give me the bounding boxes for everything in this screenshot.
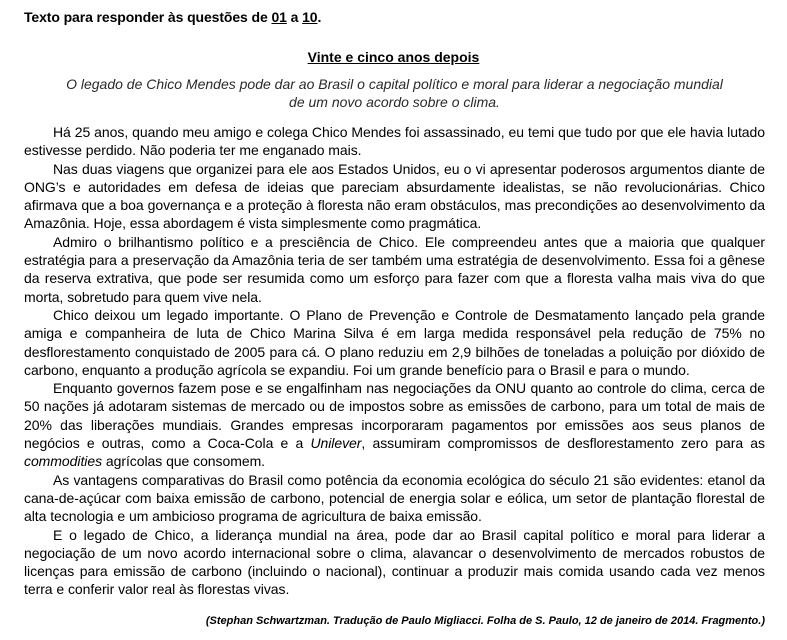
article-subtitle: [40, 75, 749, 111]
header-suffix: .: [317, 9, 322, 25]
subtitle-line-1: O legado de Chico Mendes pode dar ao Brasil o capital político e moral para liderar a negociação mundial: [66, 76, 723, 92]
commodities-term: commodities: [24, 453, 103, 470]
header-question-from: 01: [271, 9, 287, 25]
paragraph-3: Admiro o brilhantismo político e a presciência de Chico. Ele compreendeu antes que a maioria que qualquer estratégia para a preservação da Amazônia teria de ser também uma estratégia de desenvolvimento. Essa foi a gênese da reserva extrativa, que pode ser resumida como um esforço para fazer com que a floresta valha mais viva do que morta, sobretudo para quem vive nela.: [24, 233, 765, 305]
paragraph-5-part-e: agrícolas que consomem.: [102, 453, 266, 470]
header-question-to: 10: [302, 9, 318, 25]
paragraph-5-part-c: , assumiram compromissos de desflorestamento zero para as: [361, 435, 765, 452]
unilever-term: Unilever: [310, 435, 362, 452]
subtitle-line-2: de um novo acordo sobre o clima.: [289, 94, 500, 110]
source-citation: (Stephan Schwartzman. Tradução de Paulo Migliacci. Folha de S. Paulo, 12 de janeiro de 2014. Fragmento.): [205, 615, 765, 627]
paragraph-5: [24, 379, 765, 470]
article-body: [24, 123, 765, 599]
paragraph-5-part-a: Enquanto governos fazem pose e se engalfinham nas negociações da ONU quanto ao controle do clima, cerca de 50 nações já adotaram sistemas de mercado ou de impostos sobre as emissões de carbono, para um total de mais de 20% das liberações mundiais. Grandes empresas incorporaram pagamentos por emissões aos seus planos de negócios e outras, como a Coca-Cola e a: [24, 380, 765, 452]
header-connector: a: [286, 9, 303, 25]
header-prefix: Texto para responder às questões de: [24, 9, 272, 25]
paragraph-2: Nas duas viagens que organizei para ele aos Estados Unidos, eu o vi apresentar poderosos argumentos diante de ONG’s e autoridades em defesa de ideias que pareciam absurdamente idealistas, se não revolucionárias. Chico afirmava que a boa governança e a proteção à floresta não eram obstáculos, mas precondições ao desenvolvimento da Amazônia. Hoje, essa abordagem é vista simplesmente como pragmática.: [24, 160, 765, 232]
article-title: Vinte e cinco anos depois: [307, 49, 480, 65]
paragraph-4: Chico deixou um legado importante. O Plano de Prevenção e Controle de Desmatamento lançado pela grande amiga e companheira de luta de Chico Marina Silva é em larga medida responsável pela redução de 75% no desflorestamento conquistado de 2005 para cá. O plano reduziu em 2,9 bilhões de toneladas a poluição por dióxido de carbono, enquanto a produção agrícola se expandiu. Foi um grande benefício para o Brasil e para o mundo.: [24, 306, 765, 378]
instructions-header: [24, 9, 321, 25]
paragraph-1: Há 25 anos, quando meu amigo e colega Chico Mendes foi assassinado, eu temi que tudo por que ele havia lutado estivesse perdido. Não poderia ter me enganado mais.: [24, 124, 765, 159]
paragraph-6: As vantagens comparativas do Brasil como potência da economia ecológica do século 21 são evidentes: etanol da cana-de-açúcar com baixa emissão de carbono, potencial de energia solar e eólica, um setor de plantação florestal de alta tecnologia e um ambicioso programa de agricultura de baixa emissão.: [24, 471, 765, 525]
paragraph-7: E o legado de Chico, a liderança mundial na área, pode dar ao Brasil capital político e moral para liderar a negociação de um novo acordo internacional sobre o clima, alavancar o desenvolvimento de mercados robustos de licenças para emissão de carbono (incluindo o nacional), continuar a produzir mais comida usando cada vez menos terra e conferir valor real às florestas vivas.: [24, 526, 765, 598]
